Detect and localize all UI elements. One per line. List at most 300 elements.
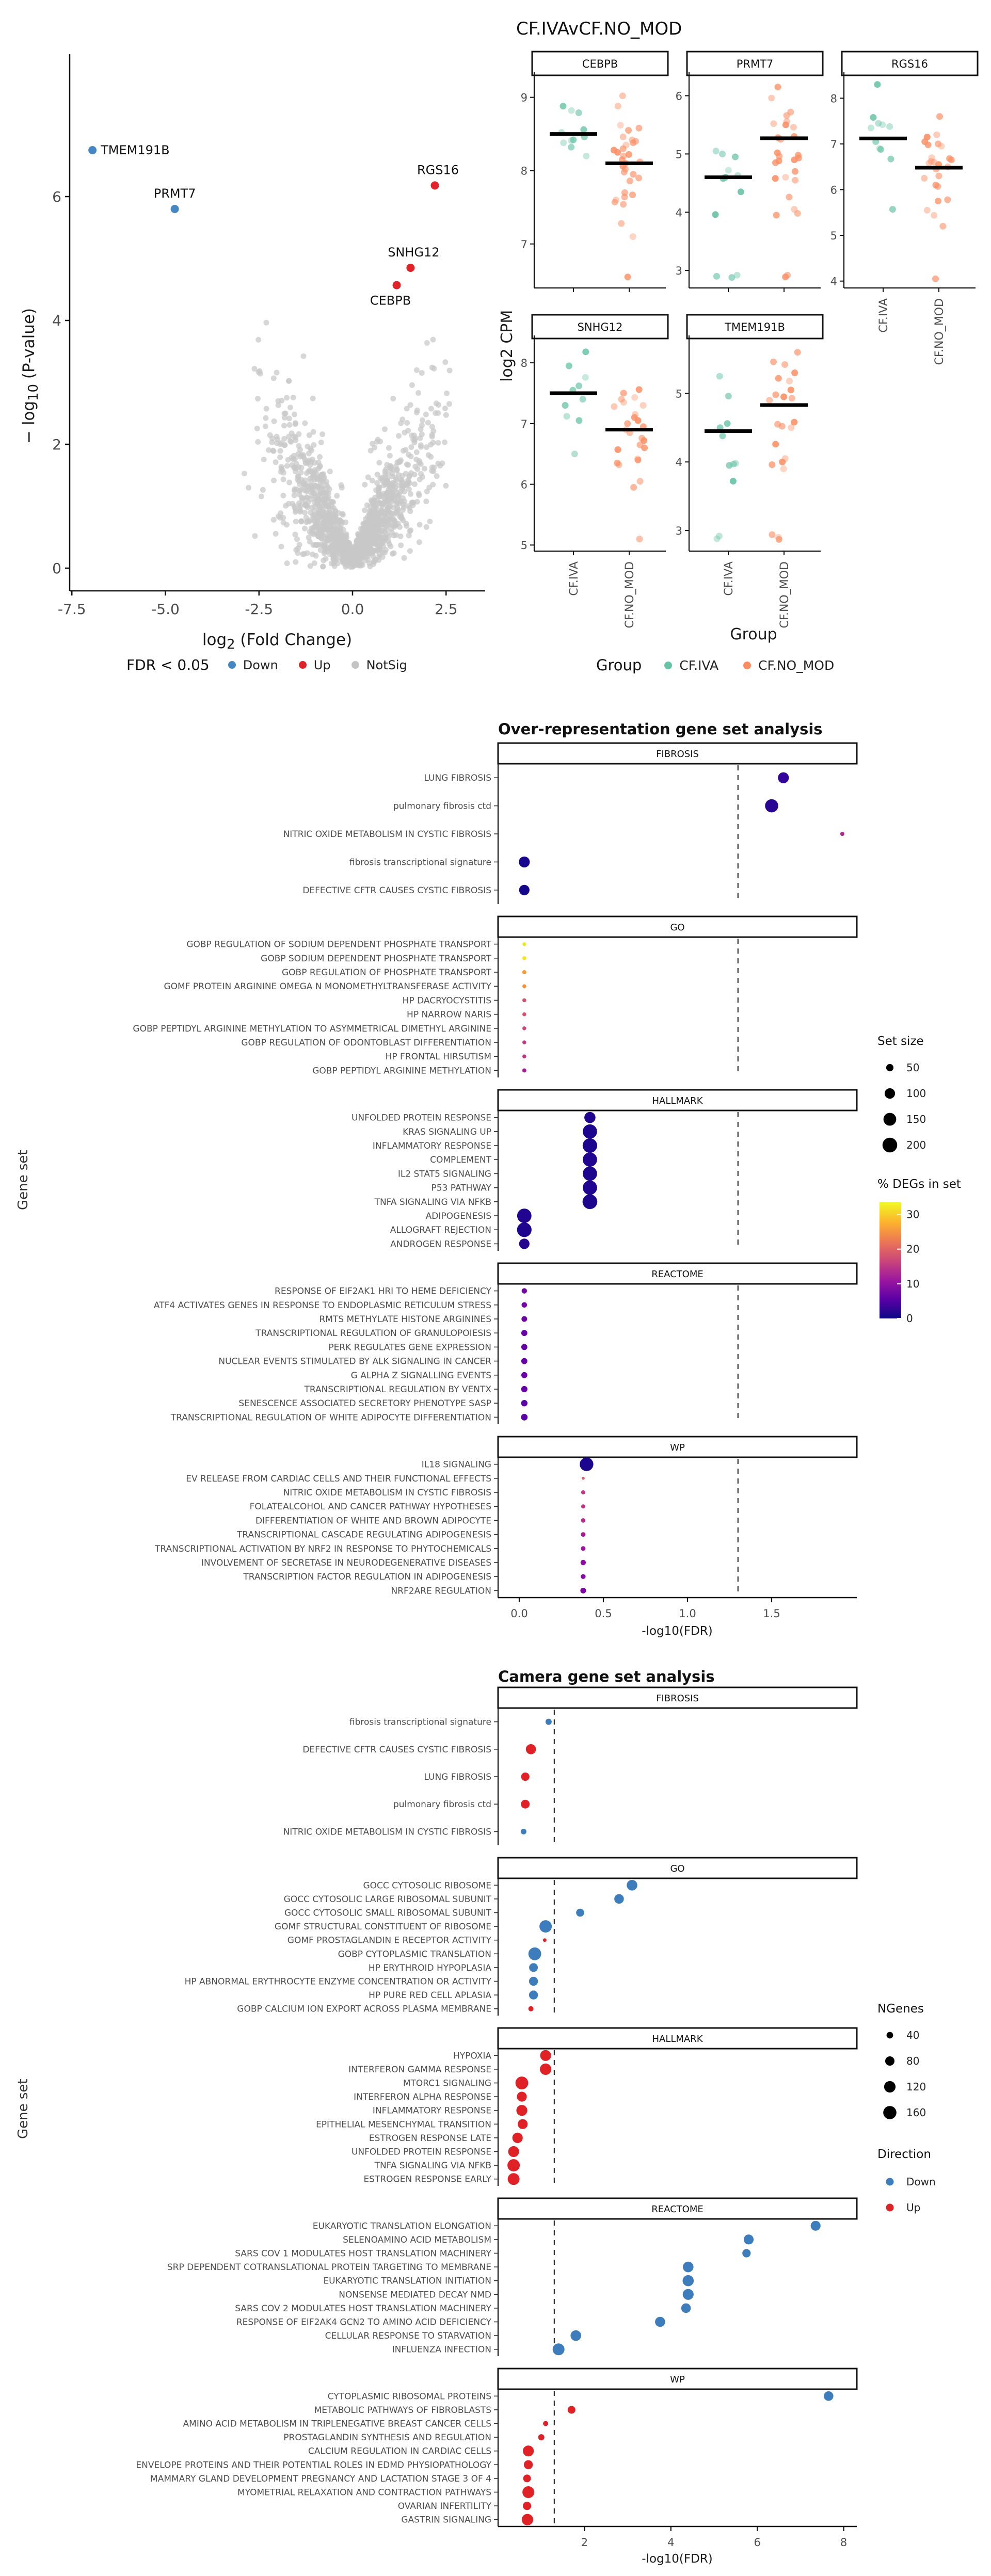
gene-set-dot bbox=[522, 942, 526, 946]
y-tick-label: 8 bbox=[520, 165, 528, 178]
jitter-point bbox=[720, 432, 726, 439]
x-category-label: CF.NO_MOD bbox=[778, 561, 791, 629]
gene-set-label: SRP DEPENDENT COTRANSLATIONAL PROTEIN TARGETING TO MEMBRANE bbox=[167, 2262, 491, 2273]
size-legend-dot bbox=[887, 2032, 893, 2039]
y-tick-label: 6 bbox=[520, 478, 528, 491]
y-tick-label: 5 bbox=[520, 539, 528, 552]
notsig-point bbox=[295, 550, 300, 556]
jitter-point bbox=[612, 199, 618, 205]
group-legend-title: Group bbox=[596, 656, 642, 674]
gene-set-dot bbox=[521, 1400, 528, 1406]
gene-set-label: DEFECTIVE CFTR CAUSES CYSTIC FIBROSIS bbox=[302, 1744, 491, 1755]
color-bar-tick-label: 30 bbox=[906, 1208, 920, 1221]
gene-set-dot bbox=[584, 1112, 596, 1123]
volcano-plot bbox=[0, 0, 496, 686]
notsig-point bbox=[312, 460, 317, 466]
x-category-label: CF.NO_MOD bbox=[624, 561, 636, 629]
notsig-point bbox=[391, 505, 396, 510]
gene-set-dot bbox=[538, 2434, 545, 2440]
x-tick-label: 1.5 bbox=[763, 1607, 780, 1620]
notsig-point bbox=[430, 337, 436, 343]
notsig-point bbox=[392, 521, 398, 526]
jitter-point bbox=[568, 107, 575, 114]
notsig-point bbox=[418, 426, 424, 432]
gene-set-dot bbox=[519, 857, 530, 867]
jitter-point bbox=[576, 382, 582, 389]
gene-set-label: INTERFERON GAMMA RESPONSE bbox=[348, 2064, 491, 2075]
facet-header-label: CEBPB bbox=[582, 58, 618, 70]
notsig-point bbox=[297, 542, 302, 548]
jitter-point bbox=[784, 112, 790, 119]
jitter-point bbox=[560, 103, 567, 109]
notsig-point bbox=[367, 542, 373, 548]
notsig-point bbox=[271, 478, 277, 484]
jitter-point bbox=[625, 127, 632, 134]
jitter-point bbox=[566, 363, 572, 369]
gene-set-dot bbox=[522, 999, 526, 1003]
notsig-point bbox=[287, 405, 293, 410]
gene-set-label: LUNG FIBROSIS bbox=[424, 1772, 491, 1782]
y-tick-label: 7 bbox=[520, 417, 528, 430]
jitter-point bbox=[782, 174, 789, 181]
notsig-point bbox=[308, 510, 313, 516]
jitter-point bbox=[630, 171, 636, 178]
notsig-point bbox=[274, 370, 280, 376]
de-gene-point bbox=[171, 205, 179, 213]
y-tick-label: 2 bbox=[52, 436, 61, 453]
gene-set-dot bbox=[581, 1560, 586, 1565]
gene-set-dot bbox=[522, 984, 526, 988]
notsig-point bbox=[407, 508, 413, 514]
notsig-point bbox=[305, 460, 311, 465]
facet-header-label: FIBROSIS bbox=[656, 1693, 699, 1704]
size-legend-value: 40 bbox=[906, 2029, 920, 2041]
notsig-point bbox=[407, 548, 413, 554]
jitter-point bbox=[580, 126, 587, 133]
notsig-point bbox=[308, 563, 313, 569]
gene-set-label: HP FRONTAL HIRSUTISM bbox=[385, 1052, 491, 1062]
notsig-point bbox=[263, 424, 268, 429]
notsig-point bbox=[325, 484, 331, 490]
gene-set-dot bbox=[539, 1920, 552, 1933]
notsig-point bbox=[380, 502, 386, 507]
notsig-point bbox=[335, 510, 341, 516]
notsig-point bbox=[404, 420, 410, 426]
notsig-point bbox=[428, 454, 434, 460]
gene-set-dot bbox=[521, 1773, 530, 1781]
notsig-point bbox=[386, 445, 392, 451]
jitter-point bbox=[782, 121, 789, 128]
notsig-point bbox=[255, 337, 261, 343]
gene-set-label: IL18 SIGNALING bbox=[421, 1459, 491, 1470]
x-tick-label: 0.0 bbox=[341, 601, 364, 618]
jitter-point bbox=[631, 394, 638, 401]
x-tick-label: 0.5 bbox=[595, 1607, 612, 1620]
notsig-point bbox=[296, 443, 302, 449]
gene-set-label: GOMF PROTEIN ARGININE OMEGA N MONOMETHYLTRANSFERASE ACTIVITY bbox=[164, 981, 491, 992]
size-legend-value: 120 bbox=[906, 2081, 926, 2093]
jitter-point bbox=[868, 124, 874, 131]
gene-set-dot bbox=[778, 772, 789, 783]
jitter-point bbox=[780, 465, 787, 472]
gene-set-label: RESPONSE OF EIF2AK1 HRI TO HEME DEFICIENCY bbox=[275, 1286, 491, 1297]
up-legend-dot bbox=[299, 661, 307, 669]
notsig-legend-label: NotSig bbox=[366, 657, 407, 672]
gene-set-label: fibrosis transcriptional signature bbox=[349, 857, 491, 868]
facet-header-label: WP bbox=[670, 2374, 685, 2385]
gene-set-dot bbox=[583, 1181, 597, 1195]
facet-header-label: WP bbox=[670, 1442, 685, 1453]
notsig-point bbox=[302, 421, 308, 426]
jitter-point bbox=[768, 95, 775, 102]
notsig-point bbox=[422, 466, 427, 472]
gene-set-dot bbox=[522, 1302, 528, 1308]
jitter-point bbox=[789, 395, 795, 401]
notsig-point bbox=[277, 455, 283, 460]
direction-legend-title: Direction bbox=[877, 2148, 931, 2161]
gene-set-label: AMINO ACID METABOLISM IN TRIPLENEGATIVE BREAST CANCER CELLS bbox=[183, 2419, 491, 2429]
gene-set-dot bbox=[522, 970, 526, 974]
facet-header-label: GO bbox=[670, 1863, 685, 1874]
jitter-point bbox=[921, 175, 928, 182]
jitter-point bbox=[931, 212, 937, 219]
size-legend-dot bbox=[884, 1113, 897, 1126]
jitter-point bbox=[933, 132, 940, 138]
gene-set-label: GOBP CYTOPLASMIC TRANSLATION bbox=[338, 1949, 491, 1960]
jitter-point bbox=[615, 103, 621, 109]
y-tick-label: 8 bbox=[520, 357, 528, 370]
jitter-point bbox=[641, 444, 648, 451]
notsig-point bbox=[375, 472, 380, 477]
notsig-point bbox=[387, 541, 392, 547]
notsig-point bbox=[317, 463, 323, 469]
gene-set-dot bbox=[521, 1800, 530, 1809]
gene-set-dot bbox=[529, 1977, 538, 1986]
jitter-point bbox=[772, 441, 779, 447]
x-tick-label: -7.5 bbox=[57, 601, 86, 618]
notsig-point bbox=[384, 462, 390, 468]
notsig-point bbox=[374, 527, 380, 533]
notsig-point bbox=[322, 542, 327, 548]
gene-set-label: GOCC CYTOSOLIC LARGE RIBOSOMAL SUBUNIT bbox=[283, 1894, 491, 1905]
notsig-point bbox=[297, 488, 302, 494]
notsig-point bbox=[406, 487, 412, 492]
gene-set-dot bbox=[683, 2275, 694, 2287]
gene-set-dot bbox=[524, 2460, 533, 2469]
jitter-point bbox=[630, 139, 636, 146]
gene-set-dot bbox=[627, 1880, 637, 1891]
ora-y-axis-title: Gene set bbox=[15, 1150, 31, 1210]
gene-set-dot bbox=[529, 1963, 538, 1972]
jitter-point bbox=[738, 188, 744, 195]
notsig-point bbox=[286, 434, 292, 440]
notsig-point bbox=[355, 551, 360, 557]
gene-set-dot bbox=[570, 2330, 581, 2341]
notsig-point bbox=[353, 562, 358, 568]
notsig-point bbox=[343, 564, 348, 570]
notsig-point bbox=[325, 537, 331, 543]
gene-set-dot bbox=[540, 2064, 551, 2075]
jitter-point bbox=[616, 461, 622, 468]
stripplot-y-axis-title: log2 CPM bbox=[498, 310, 516, 382]
notsig-point bbox=[307, 519, 312, 524]
notsig-point bbox=[254, 426, 260, 431]
jitter-point bbox=[938, 143, 945, 150]
gene-set-dot bbox=[580, 1457, 593, 1471]
notsig-point bbox=[408, 491, 413, 497]
gene-set-dot bbox=[529, 2006, 534, 2011]
gene-set-dot bbox=[581, 1490, 585, 1494]
cfnomod-legend-label: CF.NO_MOD bbox=[758, 657, 835, 673]
gene-set-label: GOMF PROSTAGLANDIN E RECEPTOR ACTIVITY bbox=[287, 1935, 491, 1946]
y-tick-label: 5 bbox=[830, 230, 837, 243]
volcano-y-axis-title: − $\log_{10}$ (P-value) bbox=[20, 308, 42, 444]
median-bar bbox=[550, 391, 597, 395]
gene-set-label: NITRIC OXIDE METABOLISM IN CYSTIC FIBROSIS bbox=[283, 829, 491, 840]
jitter-point bbox=[769, 461, 775, 468]
notsig-point bbox=[313, 497, 318, 503]
notsig-point bbox=[387, 453, 393, 459]
jitter-point bbox=[614, 149, 621, 156]
gene-set-dot bbox=[742, 2249, 750, 2257]
gene-set-label: SELENOAMINO ACID METABOLISM bbox=[343, 2234, 491, 2245]
notsig-point bbox=[261, 457, 267, 462]
notsig-point bbox=[293, 559, 298, 565]
gene-set-label: GOMF STRUCTURAL CONSTITUENT OF RIBOSOME bbox=[274, 1922, 491, 1933]
notsig-point bbox=[430, 469, 436, 474]
gene-set-label: SARS COV 1 MODULATES HOST TRANSLATION MACHINERY bbox=[235, 2248, 491, 2259]
notsig-point bbox=[425, 420, 431, 426]
notsig-point bbox=[252, 533, 258, 539]
notsig-point bbox=[383, 492, 389, 498]
notsig-point bbox=[393, 532, 399, 538]
notsig-point bbox=[365, 474, 371, 480]
gene-set-dot bbox=[581, 1518, 586, 1523]
notsig-point bbox=[390, 484, 395, 489]
notsig-point bbox=[325, 496, 330, 502]
jitter-point bbox=[640, 402, 647, 409]
jitter-point bbox=[725, 167, 732, 174]
gene-set-label: UNFOLDED PROTEIN RESPONSE bbox=[351, 2147, 491, 2158]
y-tick-label: 0 bbox=[52, 560, 61, 577]
direction-legend-label: Down bbox=[906, 2176, 936, 2188]
notsig-point bbox=[418, 442, 424, 448]
y-tick-label: 5 bbox=[675, 388, 682, 400]
jitter-point bbox=[769, 532, 775, 538]
notsig-point bbox=[348, 560, 354, 566]
y-tick-label: 4 bbox=[830, 275, 837, 288]
notsig-point bbox=[443, 412, 449, 418]
gene-set-dot bbox=[568, 2406, 576, 2413]
median-bar bbox=[760, 403, 808, 407]
notsig-point bbox=[417, 477, 423, 482]
jitter-point bbox=[794, 349, 801, 356]
gene-set-dot bbox=[522, 1068, 526, 1072]
notsig-point bbox=[390, 396, 396, 401]
gene-set-dot bbox=[517, 1222, 532, 1237]
gene-set-dot bbox=[582, 1477, 585, 1480]
color-legend-title: % DEGs in set bbox=[877, 1178, 961, 1191]
gene-set-label: PROSTAGLANDIN SYNTHESIS AND REGULATION bbox=[283, 2433, 491, 2443]
jitter-point bbox=[620, 134, 627, 140]
gene-set-label: TRANSCRIPTIONAL ACTIVATION BY NRF2 IN RESPONSE TO PHYTOCHEMICALS bbox=[155, 1543, 491, 1554]
gene-set-dot bbox=[581, 1574, 585, 1579]
gene-set-dot bbox=[811, 2221, 821, 2231]
notsig-point bbox=[365, 551, 371, 557]
jitter-point bbox=[786, 378, 793, 384]
notsig-point bbox=[322, 513, 327, 519]
notsig-point bbox=[259, 494, 264, 500]
size-legend-value: 50 bbox=[906, 1061, 920, 1074]
jitter-point bbox=[766, 397, 773, 404]
size-legend-value: 80 bbox=[906, 2055, 920, 2067]
gene-set-dot bbox=[521, 1829, 526, 1834]
notsig-point bbox=[319, 431, 325, 437]
jitter-point bbox=[779, 423, 786, 430]
jitter-point bbox=[874, 81, 881, 88]
jitter-point bbox=[582, 374, 589, 381]
color-bar bbox=[880, 1202, 901, 1318]
jitter-point bbox=[582, 348, 589, 355]
gene-set-label: TRANSCRIPTIONAL REGULATION OF WHITE ADIPOCYTE DIFFERENTIATION bbox=[170, 1412, 491, 1423]
y-tick-label: 7 bbox=[520, 238, 528, 251]
notsig-point bbox=[276, 403, 281, 408]
gene-set-dot bbox=[583, 1152, 597, 1167]
size-legend-title: Set size bbox=[877, 1035, 924, 1048]
jitter-point bbox=[792, 168, 798, 175]
notsig-point bbox=[297, 454, 303, 460]
jitter-point bbox=[562, 402, 569, 409]
notsig-point bbox=[282, 442, 287, 448]
gene-set-dot bbox=[522, 1026, 526, 1031]
jitter-point bbox=[788, 424, 794, 431]
x-tick-label: 1.0 bbox=[679, 1607, 696, 1620]
gene-set-dot bbox=[529, 1947, 541, 1960]
jitter-point bbox=[725, 393, 732, 399]
gene-set-label: G ALPHA Z SIGNALLING EVENTS bbox=[350, 1370, 491, 1381]
jitter-point bbox=[620, 390, 627, 396]
gene-set-label: ATF4 ACTIVATES GENES IN RESPONSE TO ENDOPLASMIC RETICULUM STRESS bbox=[153, 1300, 491, 1311]
notsig-point bbox=[377, 551, 382, 557]
gene-set-label: pulmonary fibrosis ctd bbox=[393, 801, 491, 812]
jitter-point bbox=[780, 394, 787, 400]
jitter-point bbox=[635, 174, 642, 181]
median-bar bbox=[605, 162, 653, 165]
notsig-point bbox=[430, 428, 436, 434]
jitter-point bbox=[583, 153, 589, 159]
size-legend-value: 160 bbox=[906, 2106, 926, 2119]
de-gene-point bbox=[393, 281, 401, 289]
notsig-point bbox=[435, 461, 441, 466]
notsig-point bbox=[444, 391, 450, 396]
x-tick-label: 0.0 bbox=[510, 1607, 528, 1620]
gene-set-dot bbox=[581, 1504, 585, 1508]
jitter-point bbox=[714, 536, 721, 542]
notsig-point bbox=[280, 493, 286, 498]
up-direction-dot bbox=[886, 2204, 894, 2212]
jitter-point bbox=[792, 177, 798, 184]
notsig-point bbox=[301, 485, 307, 490]
stripplot-legend bbox=[596, 656, 834, 674]
notsig-point bbox=[301, 353, 307, 359]
gene-set-dot bbox=[681, 2304, 691, 2313]
gene-set-dot bbox=[655, 2317, 665, 2327]
notsig-point bbox=[394, 490, 400, 495]
jitter-point bbox=[630, 484, 637, 491]
notsig-point bbox=[279, 467, 285, 473]
gene-set-dot bbox=[508, 2146, 519, 2157]
gene-set-dot bbox=[546, 1719, 552, 1725]
notsig-point bbox=[369, 514, 374, 520]
jitter-point bbox=[615, 446, 621, 453]
notsig-point bbox=[286, 378, 292, 384]
size-legend-dot bbox=[883, 2106, 897, 2119]
facet-header-label: REACTOME bbox=[651, 2204, 704, 2215]
gene-set-dot bbox=[583, 1167, 597, 1181]
x-category-label: CF.NO_MOD bbox=[933, 298, 946, 365]
stripplot-title: CF.IVAvCF.NO_MOD bbox=[516, 19, 682, 39]
gene-set-dot bbox=[840, 832, 844, 836]
notsig-legend-dot bbox=[351, 661, 359, 669]
gene-set-label: UNFOLDED PROTEIN RESPONSE bbox=[351, 1113, 491, 1123]
gene-set-label: GOBP SODIUM DEPENDENT PHOSPHATE TRANSPORT bbox=[261, 953, 491, 964]
jitter-point bbox=[625, 273, 631, 280]
notsig-point bbox=[376, 485, 382, 490]
notsig-point bbox=[317, 454, 323, 460]
jitter-point bbox=[935, 198, 941, 204]
notsig-point bbox=[379, 528, 385, 534]
gene-set-label: EV RELEASE FROM CARDIAC CELLS AND THEIR FUNCTIONAL EFFECTS bbox=[186, 1473, 491, 1484]
notsig-point bbox=[264, 320, 269, 326]
de-gene-label: SNHG12 bbox=[388, 245, 440, 260]
jitter-point bbox=[776, 536, 782, 543]
notsig-point bbox=[420, 417, 425, 423]
gene-set-label: TRANSCRIPTIONAL CASCADE REGULATING ADIPOGENESIS bbox=[237, 1530, 491, 1540]
notsig-point bbox=[271, 375, 277, 381]
jitter-point bbox=[781, 361, 788, 368]
gene-set-label: ALLOGRAFT REJECTION bbox=[390, 1225, 491, 1236]
notsig-point bbox=[346, 540, 352, 546]
gene-set-dot bbox=[517, 1209, 532, 1223]
notsig-point bbox=[263, 415, 268, 421]
jitter-point bbox=[870, 114, 876, 121]
jitter-point bbox=[775, 84, 781, 90]
size-legend-dot bbox=[886, 1064, 893, 1071]
notsig-point bbox=[417, 522, 423, 527]
jitter-point bbox=[935, 172, 942, 179]
jitter-point bbox=[618, 220, 625, 227]
de-gene-label: CEBPB bbox=[370, 293, 411, 308]
gene-set-label: MTORC1 SIGNALING bbox=[403, 2078, 491, 2089]
notsig-point bbox=[327, 513, 332, 519]
notsig-point bbox=[389, 526, 394, 532]
jitter-point bbox=[724, 420, 731, 427]
notsig-point bbox=[414, 449, 420, 455]
volcano-legend-title: FDR < 0.05 bbox=[126, 656, 210, 673]
y-tick-label: 4 bbox=[52, 312, 61, 329]
color-bar-tick-label: 0 bbox=[906, 1312, 913, 1325]
camera-dotplot bbox=[0, 1656, 991, 2576]
gene-set-dot bbox=[580, 1588, 586, 1593]
gene-set-label: fibrosis transcriptional signature bbox=[349, 1717, 491, 1728]
notsig-point bbox=[386, 534, 392, 539]
jitter-point bbox=[790, 124, 797, 131]
notsig-point bbox=[302, 477, 308, 483]
notsig-point bbox=[310, 475, 315, 480]
gene-set-label: NUCLEAR EVENTS STIMULATED BY ALK SIGNALING IN CANCER bbox=[218, 1356, 491, 1367]
gene-set-label: LUNG FIBROSIS bbox=[424, 773, 491, 784]
notsig-point bbox=[316, 509, 322, 515]
